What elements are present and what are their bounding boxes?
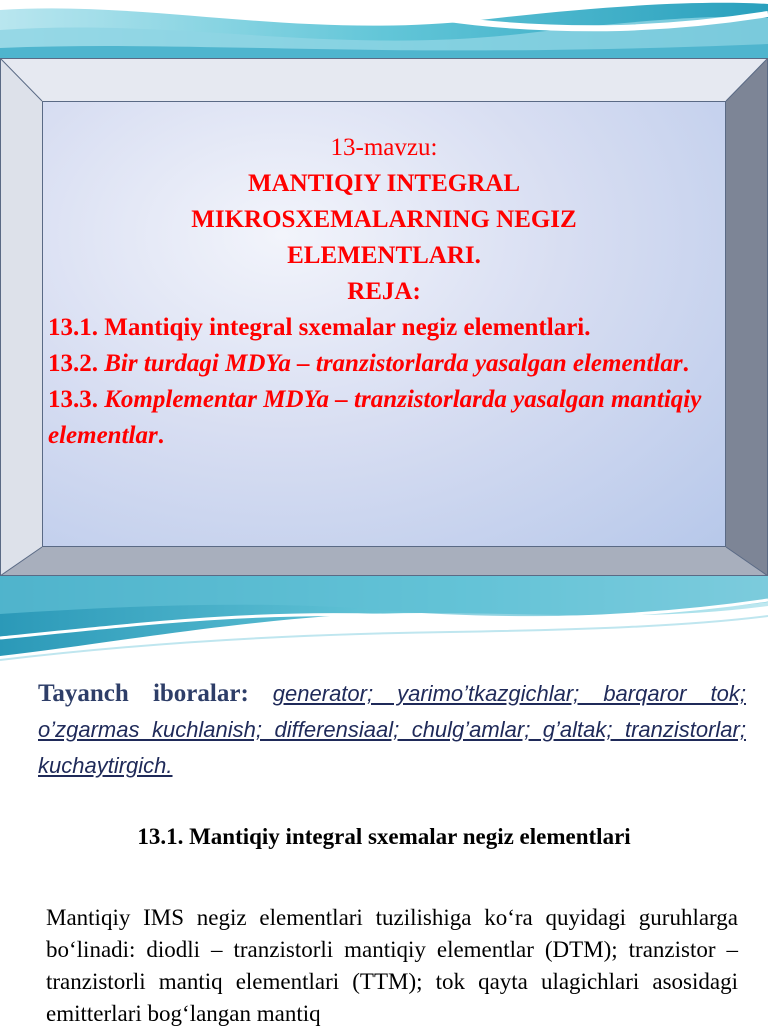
- keywords-terms: generator; yarimo’tkazgichlar; barqaror tok; o’zgarmas kuchlanish; differensiaal; chulg’amlar; g’altak; tranzistorlar; kuchaytirgich.: [38, 681, 746, 778]
- slide-title: MANTIQIY INTEGRAL MIKROSXEMALARNING NEGIZ ELEMENTLARI.: [191, 170, 577, 269]
- plan-item: [48, 310, 720, 346]
- slide-text: [48, 130, 720, 454]
- topic-number: 13-mavzu:: [330, 134, 438, 161]
- section-heading: 13.1. Mantiqiy integral sxemalar negiz elementlari: [137, 824, 631, 849]
- plan-item-text: Komplementar MDYa – tranzistorlarda yasalgan mantiqiy elementlar: [48, 386, 702, 449]
- plan-item: [48, 382, 720, 454]
- slide-wave-header: [0, 0, 768, 60]
- body-paragraph: Mantiqiy IMS negiz elementlari tuzilishiga ko‘ra quyidagi guruhlarga bo‘linadi: diodli – tranzistorli mantiqiy elementlar (DTM); tranzistor – tranzistorli mantiq elementlari (TTM); tok qayta ulagichlari asosidagi emitterlari bog‘langan mantiq: [46, 905, 738, 1026]
- plan-item-number: 13.1.: [48, 314, 98, 341]
- plan-label: REJA:: [347, 278, 421, 305]
- plan-item-end: .: [682, 350, 689, 377]
- wave-divider: [0, 576, 768, 666]
- plan-item: [48, 346, 720, 382]
- keywords-label: Tayanch iboralar:: [38, 680, 249, 707]
- keywords-paragraph: [38, 676, 746, 784]
- plan-item-end: .: [157, 422, 164, 449]
- plan-item-number: 13.2.: [48, 350, 98, 377]
- plan-item-text: Bir turdagi MDYa – tranzistorlarda yasalgan elementlar: [98, 350, 683, 377]
- plan-item-text: Mantiqiy integral sxemalar negiz elementlari.: [98, 314, 591, 341]
- plan-item-number: 13.3.: [48, 386, 98, 413]
